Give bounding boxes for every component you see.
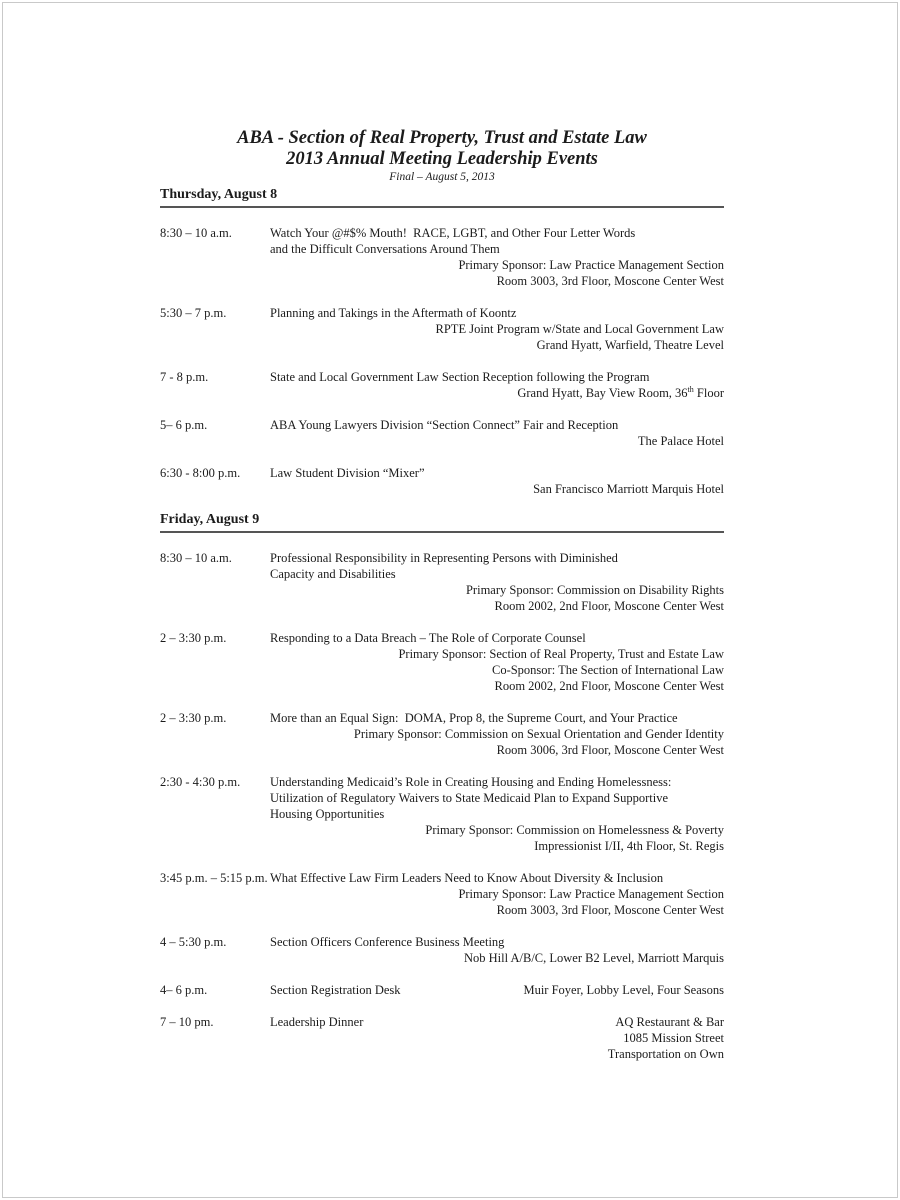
event-title-line: ABA Young Lawyers Division “Section Connect” Fair and Reception [270,418,619,432]
event-title-line: Utilization of Regulatory Waivers to State Medicaid Plan to Expand Supportive [270,791,668,805]
event-title-line: Capacity and Disabilities [270,567,396,581]
event-row [160,982,724,998]
event-location-line: Room 2002, 2nd Floor, Moscone Center West [494,679,724,693]
event-time: 2:30 - 4:30 p.m. [160,775,241,789]
event-sponsor-line: Primary Sponsor: Section of Real Property, Trust and Estate Law [398,647,724,661]
event-row [160,550,724,614]
event-location-line: Impressionist I/II, 4th Floor, St. Regis [534,839,724,853]
event-time: 7 – 10 pm. [160,1015,214,1029]
event-row [160,305,724,353]
event-cosponsor-line: Co-Sponsor: The Section of International Law [491,663,724,677]
event-row [160,369,724,401]
event-title-line: Law Student Division “Mixer” [270,466,425,480]
schedule-title: ABA - Section of Real Property, Trust and Estate Law [237,128,647,148]
event-title-line: Housing Opportunities [270,807,385,821]
schedule-subtitle: 2013 Annual Meeting Leadership Events [286,149,598,169]
location-text: Grand Hyatt, Bay View Room, 36 [517,386,688,400]
revision-note: Final – August 5, 2013 [389,171,495,183]
day-section-thursday [160,188,724,497]
day-heading: Thursday, August 8 [160,188,724,208]
event-location-line: AQ Restaurant & Bar [615,1015,724,1029]
ordinal-suffix: th [687,384,694,394]
event-sponsor-line: Primary Sponsor: Commission on Disability Rights [465,583,724,597]
event-time: 5– 6 p.m. [160,418,208,432]
event-time: 7 - 8 p.m. [160,370,209,384]
event-title-line: Leadership Dinner [270,1015,364,1029]
event-row [160,417,724,449]
event-location-line: Grand Hyatt, Warfield, Theatre Level [536,338,724,352]
event-note-line: Transportation on Own [607,1047,724,1061]
event-location-line: Room 2002, 2nd Floor, Moscone Center West [494,599,724,613]
event-time: 6:30 - 8:00 p.m. [160,466,241,480]
event-row [160,934,724,966]
event-sponsor-line: Primary Sponsor: Law Practice Management Section [458,258,724,272]
event-title-line: Professional Responsibility in Representing Persons with Diminished [270,551,618,565]
event-row [160,225,724,289]
event-time: 2 – 3:30 p.m. [160,711,227,725]
event-sponsor-line: Primary Sponsor: Law Practice Management Section [458,887,724,901]
day-section-friday [160,513,724,1062]
event-title-line: and the Difficult Conversations Around Them [270,242,500,256]
event-title-line: Understanding Medicaid’s Role in Creating Housing and Ending Homelessness: [270,775,672,789]
event-time: 3:45 p.m. – 5:15 p.m. [160,871,268,885]
event-sponsor-line: Primary Sponsor: Commission on Homelessness & Poverty [425,823,724,837]
event-title-line: Responding to a Data Breach – The Role of Corporate Counsel [270,631,586,645]
event-time: 8:30 – 10 a.m. [160,551,232,565]
event-location-line: San Francisco Marriott Marquis Hotel [533,482,724,496]
event-row [160,465,724,497]
event-location-line: Room 3003, 3rd Floor, Moscone Center West [496,903,724,917]
event-location-line: Room 3003, 3rd Floor, Moscone Center West [496,274,724,288]
event-time: 4 – 5:30 p.m. [160,935,227,949]
event-title-line: What Effective Law Firm Leaders Need to Know About Diversity & Inclusion [270,871,664,885]
event-location-line [270,385,724,401]
event-location-line: The Palace Hotel [637,434,724,448]
event-address-line: 1085 Mission Street [623,1031,724,1045]
event-location-line: Muir Foyer, Lobby Level, Four Seasons [523,983,724,997]
event-title-line: State and Local Government Law Section Reception following the Program [270,370,650,384]
event-time: 5:30 – 7 p.m. [160,306,227,320]
day-heading: Friday, August 9 [160,513,724,533]
event-time: 8:30 – 10 a.m. [160,226,232,240]
event-title-line: Planning and Takings in the Aftermath of Koontz [270,306,517,320]
event-title-line: Section Registration Desk [270,983,401,997]
event-title-line: Watch Your @#$% Mouth! RACE, LGBT, and Other Four Letter Words [270,226,636,240]
event-row [160,1014,724,1062]
event-row [160,870,724,918]
event-sponsor-line: RPTE Joint Program w/State and Local Government Law [435,322,724,336]
event-row [160,710,724,758]
event-location-line: Nob Hill A/B/C, Lower B2 Level, Marriott Marquis [463,951,724,965]
event-row [160,630,724,694]
event-row [160,774,724,854]
event-title-line: Section Officers Conference Business Meeting [270,935,505,949]
event-time: 2 – 3:30 p.m. [160,631,227,645]
event-time: 4– 6 p.m. [160,983,208,997]
event-sponsor-line: Primary Sponsor: Commission on Sexual Orientation and Gender Identity [353,727,724,741]
location-text: Floor [693,386,724,400]
event-location-line: Room 3006, 3rd Floor, Moscone Center West [496,743,724,757]
event-title-line: More than an Equal Sign: DOMA, Prop 8, the Supreme Court, and Your Practice [270,711,678,725]
schedule-document [160,128,724,1078]
